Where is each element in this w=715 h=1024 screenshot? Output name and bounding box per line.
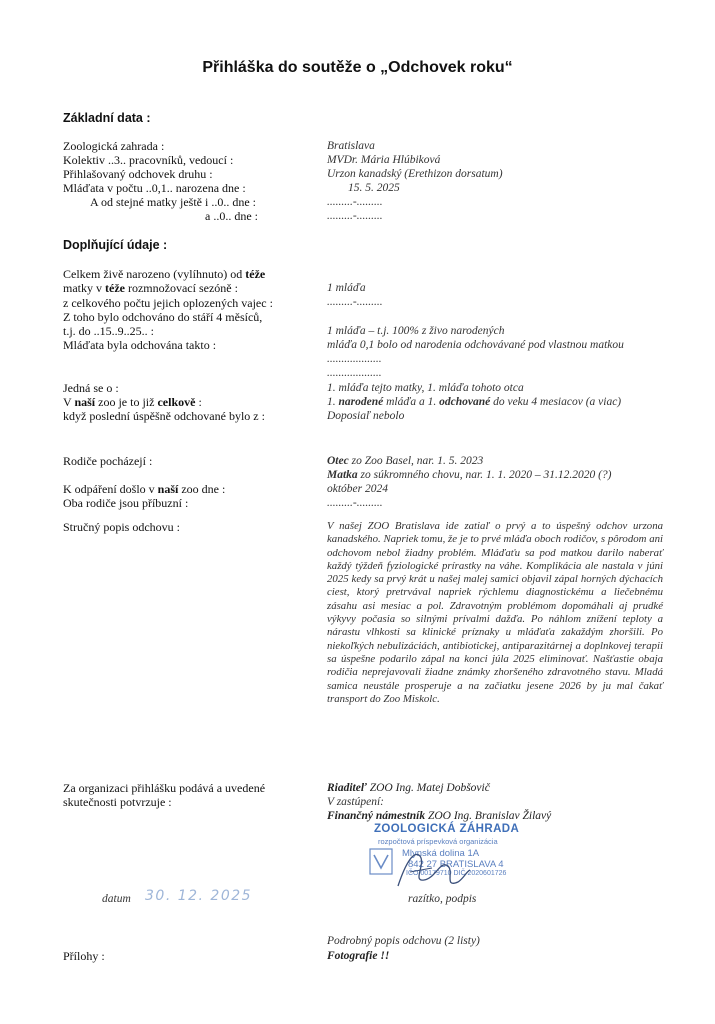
first-value: 1. mláďa tejto matky, 1. mláďa tohoto otca: [327, 382, 524, 394]
how-label: Mláďata byla odchována takto :: [63, 338, 217, 352]
extra-data-heading: Doplňující údaje :: [63, 238, 168, 252]
mating-value: október 2024: [327, 483, 389, 495]
director-line: Riaditeľ ZOO Ing. Matej Dobšovič: [327, 782, 490, 794]
born-label-line2: matky v téže rozmnožovací sezóně :: [63, 281, 238, 295]
reared-label-line2: t.j. do ..15..9..25.. :: [63, 324, 155, 338]
stamp-line-2: rozpočtová príspevková organizácia: [378, 837, 498, 846]
basic-data-heading: Základní data :: [63, 111, 151, 125]
eggs-label: z celkového počtu jejich oplozených vajec :: [63, 296, 273, 310]
org-label-line2: skutečnosti potvrzuje :: [63, 795, 172, 809]
same-mother-value-2: .........-.........: [327, 210, 383, 222]
signature-scribble: [392, 842, 472, 898]
related-value: .........-.........: [327, 497, 383, 509]
zoo-logo-icon: [369, 848, 393, 875]
birth-date-value: 15. 5. 2025: [348, 182, 400, 194]
mating-label: K odpáření došlo v naší zoo dne :: [63, 482, 226, 496]
page-title: Přihláška do soutěže o „Odchovek roku“: [202, 59, 513, 76]
total-label: V naší zoo je to již celkově :: [63, 395, 202, 409]
stamp-line-1: ZOOLOGICKÁ ZÁHRADA: [374, 823, 520, 835]
attachments-label: Přílohy :: [63, 949, 105, 963]
team-label: Kolektiv ..3.. pracovníků, vedoucí :: [63, 153, 234, 167]
org-label-line1: Za organizaci přihlášku podává a uvedené: [63, 781, 266, 795]
species-value: Urzon kanadský (Erethizon dorsatum): [327, 168, 503, 180]
description-text: V našej ZOO Bratislava ide zatiaľ o prvý a to úspešný odchov urzona kanadského. Napriek tomu, že je to prvé mláďa oboch rodičov, s pôrodom ani odchovom nebol žiadny problém. Mláďaťu sa pod matkou darilo naberať každý týždeň fyziologické prírastky na váhe. Komplikácia ale nastala v júni 2025 kedy sa prvý krát u našej malej samici objavil zápal horných dýchacích ciest, ktorý pretrvával napriek rýchlemu diagnostickému a liečebnému zásahu asi mesiac a pol. Zdravotným problémom dopomáhali aj prudké výkyvy počasia so silnými prívalmi dažďa. Po náhlom znížení teploty a nárastu vlhkosti sa klinické príznaky u mláďaťa zakaždým zhoršili. Po niekoľkých nebulizáciách, antibiotickej, antiparazitárnej a doplnkovej terapii sa úspešne podarilo zápal na konci júla 2025 eliminovať. Našťastie obaja rodičia neprejavovali žiadne známky zhoršeného zdravotného stavu. Mladá samica neustále prosperuje a na začiatku jesene 2026 by ju mal čakať transport do Zoo Miskolc.: [327, 520, 663, 705]
same-mother-value: .........-.........: [327, 196, 383, 208]
stamp-caption: razítko, podpis: [408, 893, 477, 905]
zoo-label: Zoologická zahrada :: [63, 139, 165, 153]
finance-line: Finančný námestník ZOO Ing. Branislav Žilavý: [327, 810, 552, 822]
origin-label: Rodiče pocházejí :: [63, 454, 153, 468]
last-value: Doposiaľ nebolo: [327, 410, 405, 422]
young-count-label: Mláďata v počtu ..0,1.. narozena dne :: [63, 181, 246, 195]
species-label: Přihlašovaný odchovek druhu :: [63, 167, 213, 181]
team-value: MVDr. Mária Hlúbiková: [327, 154, 441, 166]
deputy-line: V zastúpení:: [327, 796, 384, 808]
stamp-line-3: Mlynská dolina 1A: [402, 848, 480, 859]
first-label: Jedná se o :: [63, 381, 119, 395]
father-value: Otec zo Zoo Basel, nar. 1. 5. 2023: [327, 455, 484, 467]
same-mother-label-2: a ..0.. dne :: [205, 209, 258, 223]
date-label: datum: [102, 893, 131, 905]
date-value: 30. 12. 2025: [145, 888, 253, 904]
stamp-line-4: 842 27 BRATISLAVA 4: [408, 859, 504, 870]
how-dots-2: ...................: [327, 367, 382, 379]
stamp-line-5: IČO 00179710 DIČ 2020601726: [406, 870, 507, 877]
same-mother-label: A od stejné matky ještě i ..0.. dne :: [90, 195, 256, 209]
related-label: Oba rodiče jsou příbuzní :: [63, 496, 189, 510]
description-label: Stručný popis odchovu :: [63, 520, 180, 534]
attachment-item-1: Podrobný popis odchovu (2 listy): [327, 935, 480, 947]
born-value: 1 mláďa: [327, 282, 366, 294]
total-value: 1. narodené mláďa a 1. odchované do veku 4 mesiacov (a viac): [327, 396, 622, 408]
born-label-line1: Celkem živě narozeno (vylíhnuto) od téže: [63, 267, 266, 281]
attachment-item-2: Fotografie !!: [327, 950, 390, 962]
eggs-value: .........-.........: [327, 296, 383, 308]
how-dots-1: ...................: [327, 353, 382, 365]
how-value: mláďa 0,1 bolo od narodenia odchovávané pod vlastnou matkou: [327, 339, 624, 351]
mother-value: Matka zo súkromného chovu, nar. 1. 1. 2020 – 31.12.2020 (?): [327, 469, 612, 481]
reared-label-line1: Z toho bylo odchováno do stáří 4 měsíců,: [63, 310, 263, 324]
reared-value: 1 mláďa – t.j. 100% z živo narodených: [327, 325, 505, 337]
zoo-value: Bratislava: [327, 140, 375, 152]
last-label: když poslední úspěšně odchované bylo z :: [63, 409, 265, 423]
